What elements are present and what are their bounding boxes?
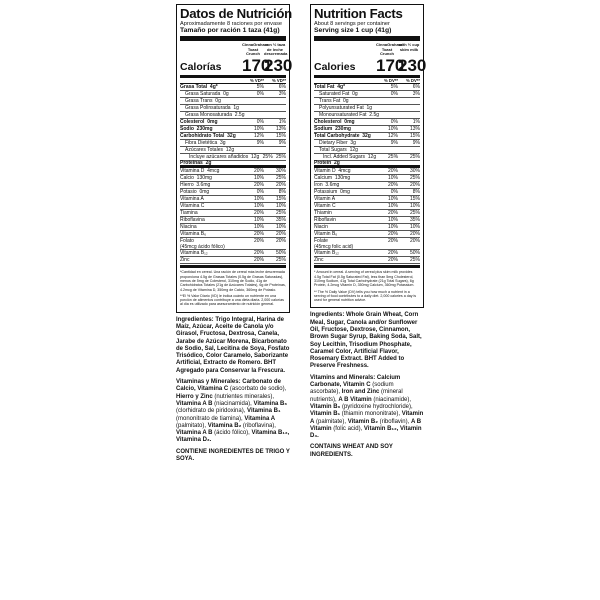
nutrient-row [180,105,286,112]
nutrient-name: Niacin [314,224,328,231]
nutrient-name: Calcium 130mg [314,175,351,182]
dv-with-milk: 50% [409,250,420,257]
dv-cereal: 9% [390,140,398,147]
dv-cereal: 10% [253,126,264,133]
vm-12: (palmitato), [176,422,208,429]
dv-with-milk: 10% [275,224,286,231]
dv-cereal: 10% [387,175,398,182]
nutrition-label-box [310,4,427,308]
dv-header-milk: % VD** [272,77,286,83]
label-title: Nutrition Facts [314,6,403,21]
footnote-daily-value: ** The % Daily Value (DV) tells you how much a nutrient in a serving of food contributes to a daily diet. 2,000 calories a day is used for general nutrition advice. [314,289,417,303]
dv-cereal: 20% [387,257,398,264]
vitamin-row [180,168,286,175]
dv-with-milk: 13% [275,126,286,133]
dv-with-milk: 20% [275,182,286,189]
dv-cereal: 10% [253,217,264,224]
vm-3: Iron and Zinc [341,389,380,396]
dv-with-milk: 25% [409,210,420,217]
vitamin-row [180,224,286,231]
vm-15: A B Vitamin [310,418,422,432]
dv-with-milk: 9% [278,140,286,147]
dv-with-milk: 9% [412,140,420,147]
nutrient-name: Riboflavina [180,217,205,224]
nutrient-name: Potassium 0mg [314,189,350,196]
vm-13: Vitamin B₂ [347,418,378,425]
dv-cereal: 25% [262,154,273,161]
english-nutrition-panel [310,4,427,594]
dv-with-milk: 50% [275,250,286,257]
dv-cereal: 9% [256,140,264,147]
nutrient-name: Folate (45mcg folic acid) [314,238,354,251]
vitamin-row [314,175,420,182]
dv-cereal: 20% [387,210,398,217]
nutrient-rows [314,84,420,168]
nutrient-name: Proteínas 2g [180,160,212,167]
nutrient-row [180,140,286,147]
allergen-statement [310,444,424,459]
dv-cereal: 10% [387,126,398,133]
vitamins-minerals-text [310,375,424,441]
calories-label: Calories [314,61,356,74]
nutrient-name: Grasa Monosaturada 2.5g [185,112,245,119]
nutrient-row [314,140,420,147]
dv-header-milk: % DV** [406,77,420,83]
dv-with-milk: 6% [278,84,286,91]
vitamin-row [180,175,286,182]
nutrient-name: Dietary Fiber 3g [319,140,356,147]
nutrient-name: Vitamin B₁₂ [314,250,339,257]
servings-per-container: About 8 servings per container [314,21,390,27]
dv-with-milk: 3% [412,91,420,98]
vitamins-minerals-text [176,379,290,445]
vm-4: (mineral nutrients), [310,389,403,403]
nutrient-name: Zinc [314,257,324,264]
nutrient-row [180,91,286,98]
calories-row [314,55,427,78]
vm-10: (mononitrato de tiamina), [176,415,245,422]
dv-with-milk: 25% [275,210,286,217]
dv-cereal: 5% [390,84,398,91]
vm-10: (thiamin mononitrate), [340,411,402,418]
vm-6: (niacinamide), [371,396,412,403]
column-headers [180,41,286,57]
nutrient-name: Vitamin B₆ [314,231,338,238]
vm-17: Vitamin B₁₂, Vitamin D₃. [310,425,422,440]
dv-cereal: 20% [253,250,264,257]
ingredients-text [176,317,290,375]
nutrient-row [180,147,286,154]
dv-cereal: 10% [253,203,264,210]
nutrient-name: Total Fat 4g* [314,84,346,91]
nutrient-name: Grasa Total 4g* [180,84,218,91]
nutrient-row [314,161,420,168]
nutrient-name: Riboflavin [314,217,336,224]
dv-with-milk: 10% [275,203,286,210]
dv-cereal: 10% [387,224,398,231]
vitamin-row [180,182,286,189]
vm-9: Vitamin B₁ [310,411,341,418]
vitamin-row [314,196,420,203]
allergen-statement [176,449,290,464]
dv-with-milk: 20% [409,238,420,245]
nutrient-name: Saturated Fat 0g [319,91,358,98]
vitamin-row [314,168,420,175]
vm-14: (riboflavin), [377,418,411,425]
column-header-cereal: CinnaGraham Toast Crunch [376,42,403,57]
nutrient-name: Total Carbohydrate 32g [314,133,371,140]
dv-with-milk: 10% [409,203,420,210]
dv-with-milk: 20% [275,238,286,245]
vm-11: Vitamina A [244,415,276,422]
dv-with-milk: 13% [409,126,420,133]
vitamin-rows [314,168,420,264]
dv-with-milk: 15% [275,196,286,203]
vm-4: (nutrientes minerales), [212,393,275,400]
ingredients-text [310,312,424,370]
dv-with-milk: 20% [409,182,420,189]
nutrition-label-box [176,4,293,313]
vm-6: (niacinamida), [212,400,254,407]
dv-with-milk: 30% [275,168,286,175]
calories-milk: 230 [264,55,293,75]
dv-cereal: 0% [256,119,264,126]
dv-with-milk: 25% [275,175,286,182]
label-title: Datos de Nutrición [180,6,292,21]
nutrient-row [180,119,286,126]
nutrient-name: Trans Fat 0g [319,98,349,105]
nutrient-name: Vitamina C [180,203,205,210]
vm-7: Vitamin B₆ [310,403,341,410]
nutrient-name: Folato (45mcg ácido fólico) [180,238,225,251]
dv-with-milk: 15% [275,133,286,140]
nutrient-name: Niacina [180,224,197,231]
vm-11: Vitamin A [310,411,424,425]
dv-cereal: 12% [253,133,264,140]
dv-cereal: 20% [253,257,264,264]
calories-label: Calorías [180,61,222,74]
column-header-milk: with ½ cup skim milk [398,42,420,52]
nutrient-name: Hierro 3.6mg [180,182,211,189]
vm-16: (folic acid), [331,425,364,432]
nutrient-name: Fibra Dietética 3g [185,140,226,147]
dv-cereal: 20% [387,182,398,189]
nutrient-name: Tiamina [180,210,198,217]
dv-cereal: 0% [390,189,398,196]
dv-with-milk: 10% [409,224,420,231]
dv-with-milk: 25% [409,175,420,182]
dv-cereal: 0% [256,91,264,98]
contains-text: CONTIENE INGREDIENTES DE TRIGO Y SOYA. [176,448,290,463]
nutrient-row [180,161,286,168]
nutrient-row [180,133,286,140]
vitamin-row [314,189,420,196]
dv-with-milk: 25% [409,257,420,264]
calories-row [180,55,293,78]
vitamin-row [314,224,420,231]
vm-13: Vitamina B₂ [207,422,242,429]
footnotes [180,265,286,306]
nutrient-rows [180,84,286,168]
nutrient-name: Zinc [180,257,190,264]
nutrient-name: Vitamina A [180,196,204,203]
nutrient-name: Calcio 130mg [180,175,212,182]
vitamin-row [180,203,286,210]
dv-with-milk: 1% [278,119,286,126]
vm-2: (sodium ascorbate), [310,382,394,396]
nutrient-name: Incluye azúcares añadidos 12g [189,154,260,161]
dv-cereal: 20% [253,231,264,238]
vitamin-row [180,231,286,238]
vitamin-row [314,210,420,217]
nutrient-name: Grasa Polinsaturada 1g [185,105,239,112]
dv-with-milk: 15% [409,196,420,203]
nutrient-row [314,133,420,140]
vitamin-row [314,238,420,250]
dv-with-milk: 3% [278,91,286,98]
nutrient-name: Sodium 230mg [314,126,351,133]
serving-size: Tamaño por ración 1 taza (41g) [180,27,286,41]
footnote-amount: * Amount in cereal. A serving of cereal plus skim milk provides 4.5g Total Fat (0.5g Saturated Fat), less than 5mg Cholesterol, 310mg Sodium, 41g Total Carbohydrate (21g Total Sugars), 6g Protein, 4.2mcg Vitamin D, 350mg Calcium, 360mg Potassium. [314,270,415,288]
nutrient-name: Iron 3.6mg [314,182,340,189]
dv-cereal: 10% [253,175,264,182]
nutrient-name: Incl. Added Sugars 12g [323,154,377,161]
dv-cereal: 10% [387,203,398,210]
nutrient-name: Carbohidrato Total 32g [180,133,236,140]
dv-with-milk: 30% [409,168,420,175]
calories-cereal: 170 [242,55,271,75]
nutrient-name: Vitamina D 4mcg [180,168,220,175]
dv-cereal: 20% [387,168,398,175]
dv-with-milk: 1% [412,119,420,126]
dv-cereal: 5% [256,84,264,91]
ingredients-list: Ingredientes: Trigo Integral, Harina de Maíz, Azúcar, Aceite de Canola y/o Girasol, Fructosa, Dextrosa, Canela, Jarabe de Azúcar Morena, Bicarbonato de Sodio, Sal, Lecitina de Soya, Fosfato Trisódico, Color Caramelo, Saborizante Artificial, Extracto de Romero. BHT Agregado para Conservar la Frescura. [176,316,290,374]
nutrient-name: Colesterol 0mg [180,119,218,126]
vm-8: (pyridoxine hydrochloride), [340,403,413,410]
nutrient-name: Vitamina B₆ [180,231,207,238]
dv-cereal: 25% [388,154,399,161]
vm-5: A B Vitamin [338,396,372,403]
dv-with-milk: 25% [409,154,420,161]
vm-3: Hierro y Zinc [176,393,213,400]
vitamin-row [180,238,286,250]
vm-2: (ascorbato de sodio), [228,386,287,393]
dv-cereal: 10% [387,217,398,224]
dv-header-cereal: % DV** [384,77,398,83]
vitamin-row [180,217,286,224]
dv-with-milk: 15% [409,133,420,140]
dv-cereal: 12% [387,133,398,140]
nutrient-name: Cholesterol 0mg [314,119,355,126]
nutrient-row [314,119,420,126]
vm-14: (riboflavina), [241,422,276,429]
dv-with-milk: 25% [275,154,286,161]
nutrient-row [180,112,286,119]
contains-text: CONTAINS WHEAT AND SOY INGREDIENTS. [310,444,393,458]
dv-with-milk: 35% [275,217,286,224]
dv-cereal: 20% [387,231,398,238]
nutrient-name: Grasa Saturada 0g [185,91,229,98]
vitamin-row [180,189,286,196]
dv-header-cereal: % VD** [250,77,264,83]
nutrient-name: Vitamin D 4mcg [314,168,351,175]
ingredients-section [176,317,290,464]
column-header-cereal: CinnaGraham Toast Crunch [242,42,269,57]
vm-1: Vitaminas y Minerales: Carbonato de Calcio, Vitamina C [176,379,281,393]
dv-with-milk: 35% [409,217,420,224]
vitamin-row [314,250,420,257]
column-header-milk: con ½ taza de leche descremada [264,42,288,57]
vm-7: Vitamina B₆ [253,400,288,407]
nutrient-name: Total Sugars 12g [319,147,358,154]
nutrient-name: Polyunsaturated Fat 1g [319,105,373,112]
dv-with-milk: 6% [412,84,420,91]
vitamin-row [180,210,286,217]
dv-with-milk: 8% [412,189,420,196]
dv-with-milk: 8% [278,189,286,196]
nutrient-row [180,98,286,105]
vm-5: Vitamina A B [176,400,213,407]
vitamin-rows [180,168,286,264]
dv-cereal: 0% [256,189,264,196]
nutrient-row [180,84,286,91]
dv-cereal: 0% [390,119,398,126]
vm-15: Vitamina A B [176,430,213,437]
vm-16: (ácido fólico), [212,430,252,437]
dv-with-milk: 25% [275,257,286,264]
dv-cereal: 20% [253,210,264,217]
vitamin-row [180,196,286,203]
vm-12: (palmitate), [314,418,348,425]
nutrient-row [314,91,420,98]
vm-17: Vitamina B₁₂, Vitamina D₃. [176,430,290,444]
nutrient-name: Vitamin C [314,203,336,210]
vm-1: Vitamins and Minerals: Calcium Carbonate, Vitamin C [310,374,401,389]
nutrient-name: Protein 2g [314,160,340,167]
dv-cereal: 10% [387,196,398,203]
dv-cereal: 10% [253,196,264,203]
footnotes [314,265,420,302]
serving-size: Serving size 1 cup (41g) [314,27,420,41]
vm-8: (clorhidrato de piridoxina), [176,408,248,415]
dv-with-milk: 20% [275,231,286,238]
vitamin-row [314,203,420,210]
nutrient-name: Grasa Trans 0g [185,98,221,105]
footnote-daily-value: **El % Valor Diario (VD) le indica cuánto un nutriente en una porción de alimentos contribuye a una dieta diaria. 2,000 calorías al día es utilizado para asesoramiento de nutrición general. [180,293,284,307]
servings-per-container: Aproximadamente 8 raciones por envase [180,21,282,27]
nutrient-row [314,84,420,91]
vitamin-row [314,257,420,264]
nutrient-name: Thiamin [314,210,332,217]
nutrient-name: Vitamin A [314,196,336,203]
vitamin-row [314,231,420,238]
nutrient-row [314,126,420,133]
nutrient-row [180,126,286,133]
dv-cereal: 10% [253,224,264,231]
nutrient-row [314,112,420,119]
dv-cereal: 20% [253,182,264,189]
nutrient-name: Potasio 0mg [180,189,210,196]
vm-9: Vitamina B₁ [247,408,281,415]
dv-cereal: 0% [390,91,398,98]
footnote-amount: *Cantidad en cereal. Una ración de cereal más leche descremada proporciona 4.5g de Grasas Totales (0.5g de Grasas Saturadas), menos de 5mg de Colesterol, 310mg de Sodio, 41g de Carbohidratos Totales (21g de Azúcares Totales), 6g de Proteínas, 4.2mcg de Vitamina D, 350mg de Calcio, 360mg de Potasio. [180,270,286,292]
nutrient-row [314,147,420,154]
column-headers [314,41,420,57]
nutrient-name: Monounsaturated Fat 2.5g [319,112,380,119]
spanish-nutrition-panel [176,4,293,594]
vitamin-row [314,217,420,224]
vitamin-row [314,182,420,189]
nutrient-name: Azúcares Totales 12g [185,147,235,154]
nutrient-row [314,98,420,105]
ingredients-list: Ingredients: Whole Grain Wheat, Corn Meal, Sugar, Canola and/or Sunflower Oil, Fructose, Dextrose, Cinnamon, Brown Sugar Syrup, Baking Soda, Salt, Soy Lecithin, Trisodium Phosphate, Caramel Color, Artificial Flavor, Rosemary Extract. BHT Added to Preserve Freshness. [310,312,422,370]
dv-cereal: 20% [253,168,264,175]
calories-cereal: 170 [376,55,405,75]
dv-cereal: 20% [253,238,264,245]
nutrient-name: Sodio 230mg [180,126,213,133]
dv-cereal: 20% [387,238,398,245]
nutrient-row [314,105,420,112]
nutrient-name: Vitamina B₁₂ [180,250,208,257]
dv-cereal: 20% [387,250,398,257]
vitamin-row [180,250,286,257]
ingredients-section [310,312,424,459]
dv-with-milk: 20% [409,231,420,238]
vitamin-row [180,257,286,264]
calories-milk: 230 [398,55,427,75]
